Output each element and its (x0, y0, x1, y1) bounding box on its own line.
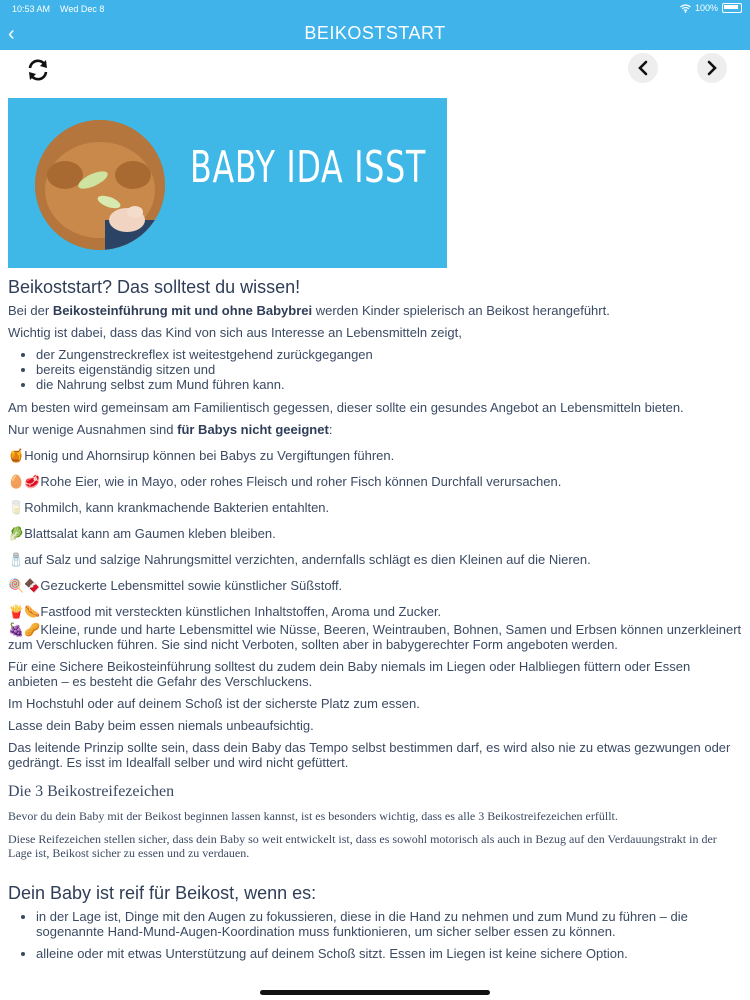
baby-plate-image (35, 120, 165, 250)
previous-button[interactable] (628, 53, 658, 83)
safety-paragraph: Für eine Sichere Beikosteinführung solltest du zudem dein Baby niemals im Liegen oder Halbliegen füttern oder Essen anbieten – es besteht die Gefahr des Verschluckens. (8, 659, 691, 689)
food-warning: 🥚🥩Rohe Eier, wie in Mayo, oder rohes Fleisch und roher Fisch können Durchfall verursachen. (8, 474, 562, 489)
food-warning: 🥬Blattsalat kann am Gaumen kleben bleiben. (8, 526, 276, 541)
intro-paragraph: Bei der Beikosteinführung mit und ohne Babybrei werden Kinder spielerisch an Beikost herangeführt. (8, 303, 610, 318)
highchair-paragraph: Im Hochstuhl oder auf deinem Schoß ist der sicherste Platz zum essen. (8, 696, 420, 711)
nav-bar (0, 18, 750, 50)
toolbar (0, 50, 750, 90)
ready-heading: Dein Baby ist reif für Beikost, wenn es: (8, 883, 317, 903)
candy-icon: 🍭🍫 (8, 578, 41, 593)
family-paragraph: Am besten wird gemeinsam am Familientisch gegessen, dieser sollte ein gesundes Angebot an Lebensmitteln bieten. (8, 400, 684, 415)
home-indicator[interactable] (260, 990, 490, 995)
principle-paragraph: Das leitende Prinzip sollte sein, dass dein Baby das Tempo selbst bestimmen darf, es wird also nie zu etwas gezwungen oder gedrängt. Es isst im Idealfall selber und wird nicht gefüttert. (8, 740, 731, 770)
article-banner (8, 98, 447, 268)
battery-icon (722, 3, 742, 13)
lettuce-icon: 🥬 (8, 526, 25, 541)
food-warning: 🍭🍫Gezuckerte Lebensmittel sowie künstlicher Süßstoff. (8, 578, 343, 593)
list-item: • alleine oder mit etwas Unterstützung auf deinem Schoß sitzt. Essen im Liegen ist keine sichere Option. (36, 946, 743, 961)
article (8, 98, 743, 969)
signs-paragraph: Diese Reifezeichen stellen sicher, dass dein Baby so weit entwickelt ist, dass es sowohl motorisch als auch in Bezug auf den Verdauungstrakt in der Lage ist, Beikost sicher zu essen und zu verdauen. (8, 832, 717, 860)
reload-icon[interactable] (24, 56, 52, 84)
food-warning: 🍟🌭Fastfood mit versteckten künstlichen Inhaltstoffen, Aroma und Zucker. (8, 604, 442, 619)
exceptions-paragraph: Nur wenige Ausnahmen sind für Babys nicht geeignet: (8, 422, 333, 437)
status-time: 10:53 AM (12, 4, 51, 14)
list-item: • die Nahrung selbst zum Mund führen kann. (36, 377, 743, 392)
battery-percent: 100% (694, 3, 718, 13)
status-date: Wed Dec 8 (60, 4, 105, 14)
list-item: • in der Lage ist, Dinge mit den Augen zu fokussieren, diese in die Hand zu nehmen und zum Mund zu führen – die sogenannte Hand-Mund-Augen-Koordination muss funktionieren, um sicher selber essen zu können. (36, 909, 743, 939)
chevron-right-icon (705, 60, 719, 76)
back-button[interactable]: ‹ (8, 23, 15, 45)
honey-icon: 🍯 (8, 448, 25, 463)
milk-icon: 🥛 (8, 500, 25, 515)
fastfood-icon: 🍟🌭 (8, 604, 41, 619)
egg-meat-icon: 🥚🥩 (8, 474, 41, 489)
chevron-left-icon (636, 60, 650, 76)
grapes-nuts-icon: 🍇🥜 (8, 622, 41, 637)
list-item: • der Zungenstreckreflex ist weitestgehend zurückgegangen (36, 347, 743, 362)
food-warning: 🍯Honig und Ahornsirup können bei Babys zu Vergiftungen führen. (8, 448, 395, 463)
list-item: • bereits eigenständig sitzen und (36, 362, 743, 377)
ready-list (8, 909, 743, 961)
banner-title: BABY IDA ISST (190, 142, 427, 193)
wifi-icon (680, 4, 691, 13)
food-warning: 🥛Rohmilch, kann krankmachende Bakterien entahlten. (8, 500, 330, 515)
food-warning: 🧂auf Salz und salzige Nahrungsmittel verzichten, andernfalls schlägt es dien Kleinen auf die Nieren. (8, 552, 591, 567)
signs-heading: Die 3 Beikostreifezeichen (8, 783, 175, 800)
interest-paragraph: Wichtig ist dabei, dass das Kind von sich aus Interesse an Lebensmitteln zeigt, (8, 325, 462, 340)
article-heading: Beikoststart? Das solltest du wissen! (8, 277, 301, 297)
supervision-paragraph: Lasse dein Baby beim essen niemals unbeaufsichtig. (8, 718, 314, 733)
next-button[interactable] (697, 53, 727, 83)
signs-paragraph: Bevor du dein Baby mit der Beikost beginnen lassen kannst, ist es besonders wichtig, dass es alle 3 Beikostreifezeichen erfüllt. (8, 809, 618, 823)
interest-list (8, 347, 743, 392)
salt-icon: 🧂 (8, 552, 25, 567)
status-bar (0, 0, 750, 18)
food-warning: 🍇🥜Kleine, runde und harte Lebensmittel wie Nüsse, Beeren, Weintrauben, Bohnen, Samen und Erbsen können unzerkleinert zum Verschlucken führen. Sie sind nicht Verboten, sollten aber in babygerechter Form angeboten werden. (8, 622, 742, 652)
status-right (680, 3, 742, 13)
page-title: BEIKOSTSTART (304, 23, 446, 43)
